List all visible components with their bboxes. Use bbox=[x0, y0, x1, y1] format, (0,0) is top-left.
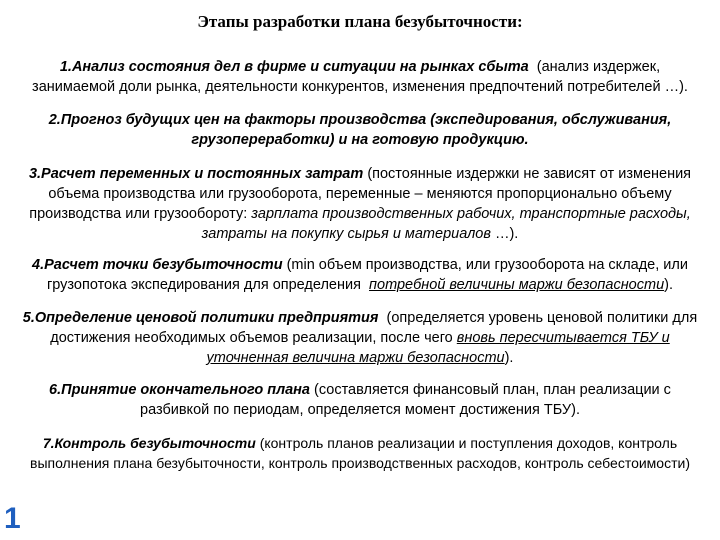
stage-1-text: (анализ издержек, bbox=[536, 59, 661, 75]
stage-1-heading: 1.Анализ состояния дел в фирме и ситуации на рынках сбыта bbox=[59, 59, 529, 75]
stage-3-text: (постоянные издержки не зависят от изменения bbox=[367, 166, 692, 182]
stage-3-heading: 3.Расчет переменных и постоянных затрат bbox=[28, 166, 364, 182]
stage-7-text: (контроль планов реализации и поступления доходов, контроль bbox=[259, 435, 678, 451]
stage-3-end: …). bbox=[494, 226, 519, 242]
stage-5 bbox=[0, 308, 720, 368]
stage-4-heading: 4.Расчет точки безубыточности bbox=[32, 257, 283, 273]
stage-3-italic-line3: зарплата производственных рабочих, транспортные расходы, bbox=[251, 206, 691, 222]
stage-4 bbox=[0, 255, 720, 295]
stage-1 bbox=[0, 57, 720, 97]
stage-4-end: ). bbox=[664, 277, 673, 293]
stage-3 bbox=[0, 164, 720, 244]
stage-5-underlined-line3: уточненная величина маржи безопасности bbox=[206, 350, 505, 366]
stage-6 bbox=[0, 380, 720, 420]
slide-number: 1 bbox=[4, 502, 21, 535]
page-title: Этапы разработки плана безубыточности: bbox=[197, 12, 523, 31]
stage-4-underlined: потребной величины маржи безопасности bbox=[369, 277, 665, 293]
stage-2-line1: 2.Прогноз будущих цен на факторы производства (экспедирования, обслуживания, bbox=[48, 112, 672, 128]
stage-5-heading: 5.Определение ценовой политики предприятия bbox=[22, 310, 379, 326]
stage-1-text-line2: занимаемой доли рынка, деятельности конкурентов, изменения предпочтений потребителей …). bbox=[32, 79, 688, 95]
stage-5-text: (определяется уровень ценовой политики для bbox=[386, 310, 698, 326]
stage-6-text-line2: разбивкой по периодам, определяется момент достижения ТБУ). bbox=[140, 402, 580, 418]
stage-2 bbox=[0, 110, 720, 150]
stage-3-text-line3: производства или грузообороту: bbox=[29, 206, 248, 222]
stage-4-text-line2: грузопотока экспедирования для определения bbox=[46, 277, 361, 293]
stage-4-text: (min объем производства, или грузооборота на складе, или bbox=[286, 257, 688, 273]
stage-5-end: ). bbox=[504, 350, 514, 366]
stage-5-text-line2: достижения необходимых объемов реализации, после чего bbox=[50, 330, 453, 346]
stage-5-underlined-line2: вновь пересчитывается ТБУ и bbox=[456, 330, 670, 346]
stage-3-text-line2: объема производства или грузооборота, переменные – меняются пропорционально объему bbox=[48, 186, 672, 202]
stage-2-line2: грузопереработки) и на готовую продукцию. bbox=[191, 132, 529, 148]
stage-6-text: (составляется финансовый план, план реализации с bbox=[314, 382, 671, 398]
stage-7 bbox=[0, 433, 720, 473]
stage-7-heading: 7.Контроль безубыточности bbox=[42, 435, 256, 451]
stage-6-heading: 6.Принятие окончательного плана bbox=[49, 382, 310, 398]
stage-3-italic-line4: затраты на покупку сырья и материалов bbox=[201, 226, 491, 242]
stage-7-text-line2: выполнения плана безубыточности, контроль производственных расходов, контроль себестоимости) bbox=[30, 455, 690, 471]
